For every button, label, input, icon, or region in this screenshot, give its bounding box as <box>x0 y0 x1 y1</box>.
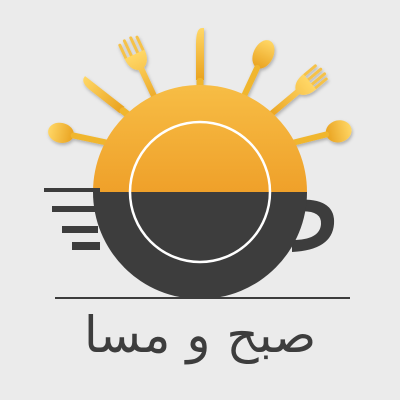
baseline-divider <box>55 297 350 299</box>
cup-icon <box>93 192 307 299</box>
brand-wordmark: صبح و مسا <box>83 306 317 364</box>
speed-lines <box>44 188 100 250</box>
spoon-icon <box>46 120 112 153</box>
